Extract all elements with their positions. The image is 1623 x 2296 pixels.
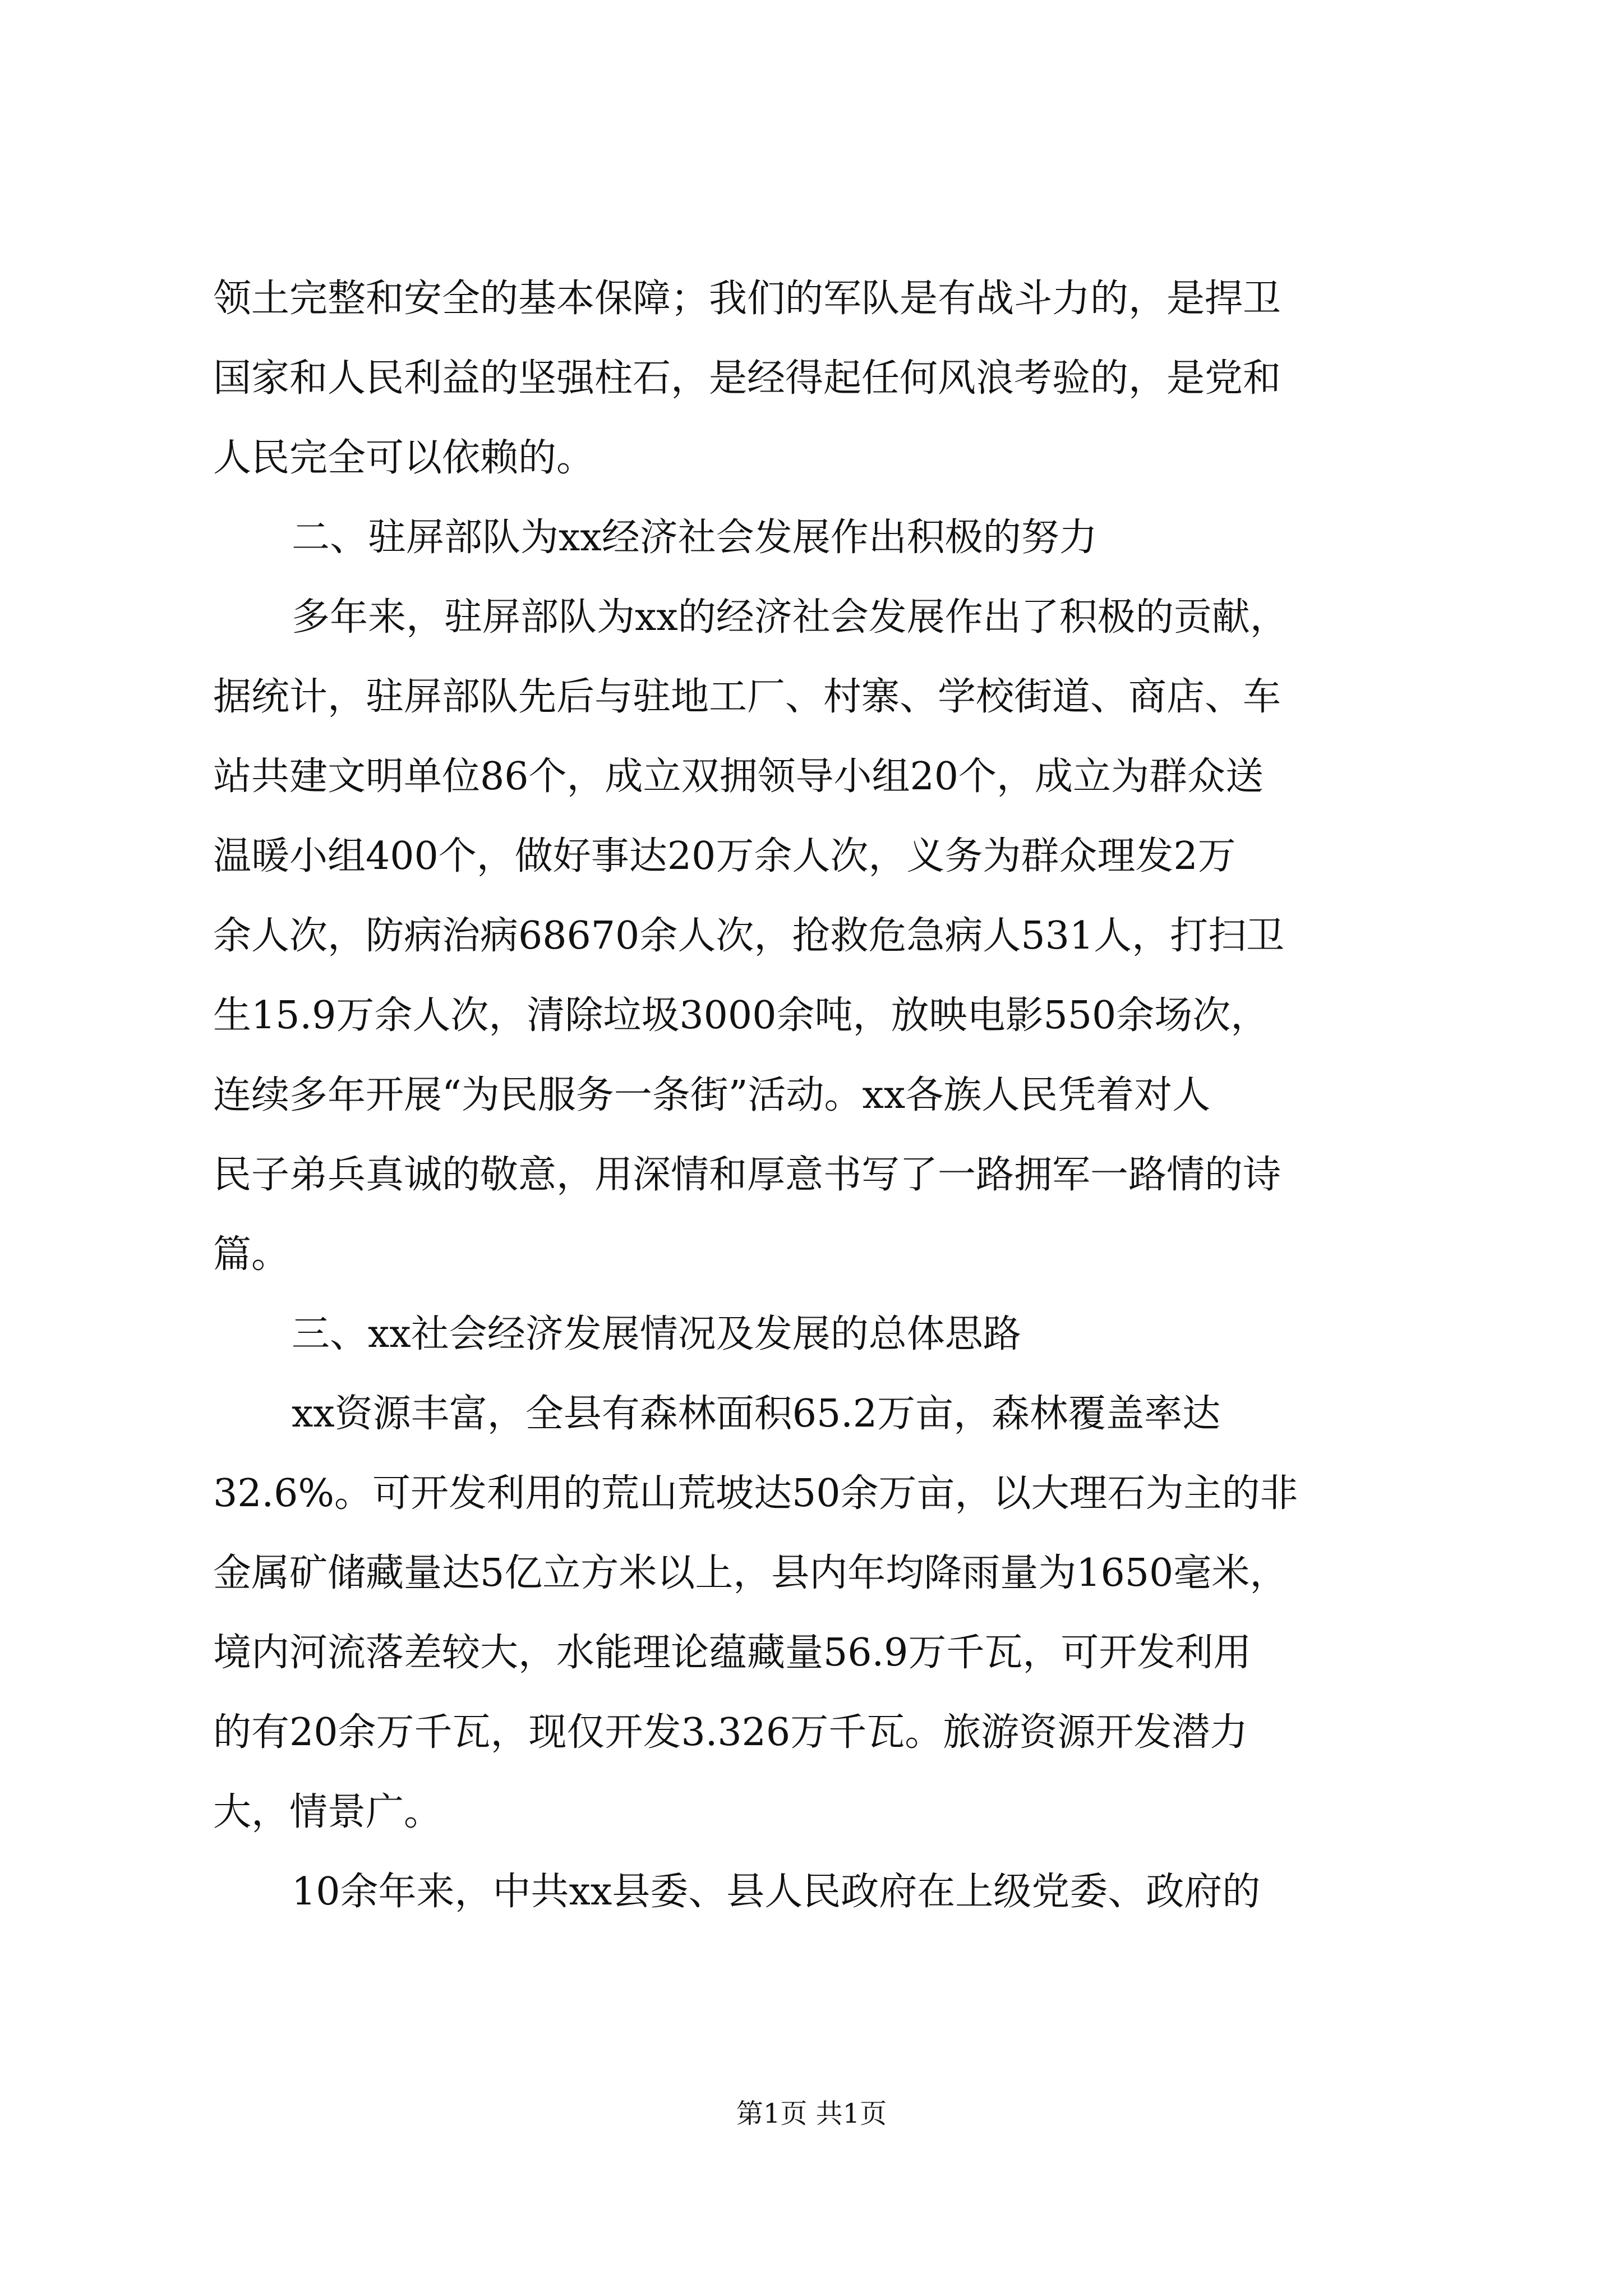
body-line: 站共建文明单位86个，成立双拥领导小组20个，成立为群众送 — [213, 754, 1264, 799]
body-line: 32.6%。可开发利用的荒山荒坡达50余万亩，以大理石为主的非 — [213, 1471, 1298, 1516]
body-line: 的有20余万千瓦，现仅开发3.326万千瓦。旅游资源开发潜力 — [213, 1710, 1248, 1755]
paragraph-first-line: xx资源丰富，全县有森林面积65.2万亩，森林覆盖率达 — [292, 1392, 1221, 1436]
body-line: 国家和人民利益的坚强柱石，是经得起任何风浪考验的，是党和 — [213, 356, 1281, 401]
body-line: 人民完全可以依赖的。 — [213, 436, 595, 480]
body-line: 境内河流落差较大，水能理论蕴藏量56.9万千瓦，可开发利用 — [213, 1631, 1252, 1675]
body-line: 据统计，驻屏部队先后与驻地工厂、村寨、学校街道、商店、车 — [213, 675, 1281, 719]
paragraph-first-line: 多年来，驻屏部队为xx的经济社会发展作出了积极的贡献， — [292, 595, 1288, 639]
body-line: 大，情景广。 — [213, 1790, 442, 1834]
paragraph-first-line: 10余年来，中共xx县委、县人民政府在上级党委、政府的 — [292, 1870, 1261, 1914]
page-footer: 第1页 共1页 — [736, 2098, 887, 2129]
body-line: 余人次，防病治病68670余人次，抢救危急病人531人，打扫卫 — [213, 914, 1285, 958]
body-line: 民子弟兵真诚的敬意，用深情和厚意书写了一路拥军一路情的诗 — [213, 1153, 1281, 1197]
body-line: 领土完整和安全的基本保障；我们的军队是有战斗力的，是捍卫 — [213, 277, 1281, 321]
section-heading: 二、驻屏部队为xx经济社会发展作出积极的努力 — [292, 516, 1098, 560]
body-line: 生15.9万余人次，清除垃圾3000余吨，放映电影550余场次， — [213, 993, 1269, 1038]
section-heading: 三、xx社会经济发展情况及发展的总体思路 — [292, 1312, 1021, 1356]
body-line: 篇。 — [213, 1232, 290, 1277]
document-body — [213, 259, 1413, 1932]
body-line: 温暖小组400个，做好事达20万余人次，义务为群众理发2万 — [213, 834, 1236, 878]
body-line: 连续多年开展“为民服务一条街”活动。xx各族人民凭着对人 — [213, 1073, 1211, 1117]
body-line: 金属矿储藏量达5亿立方米以上，县内年均降雨量为1650毫米， — [213, 1551, 1288, 1595]
